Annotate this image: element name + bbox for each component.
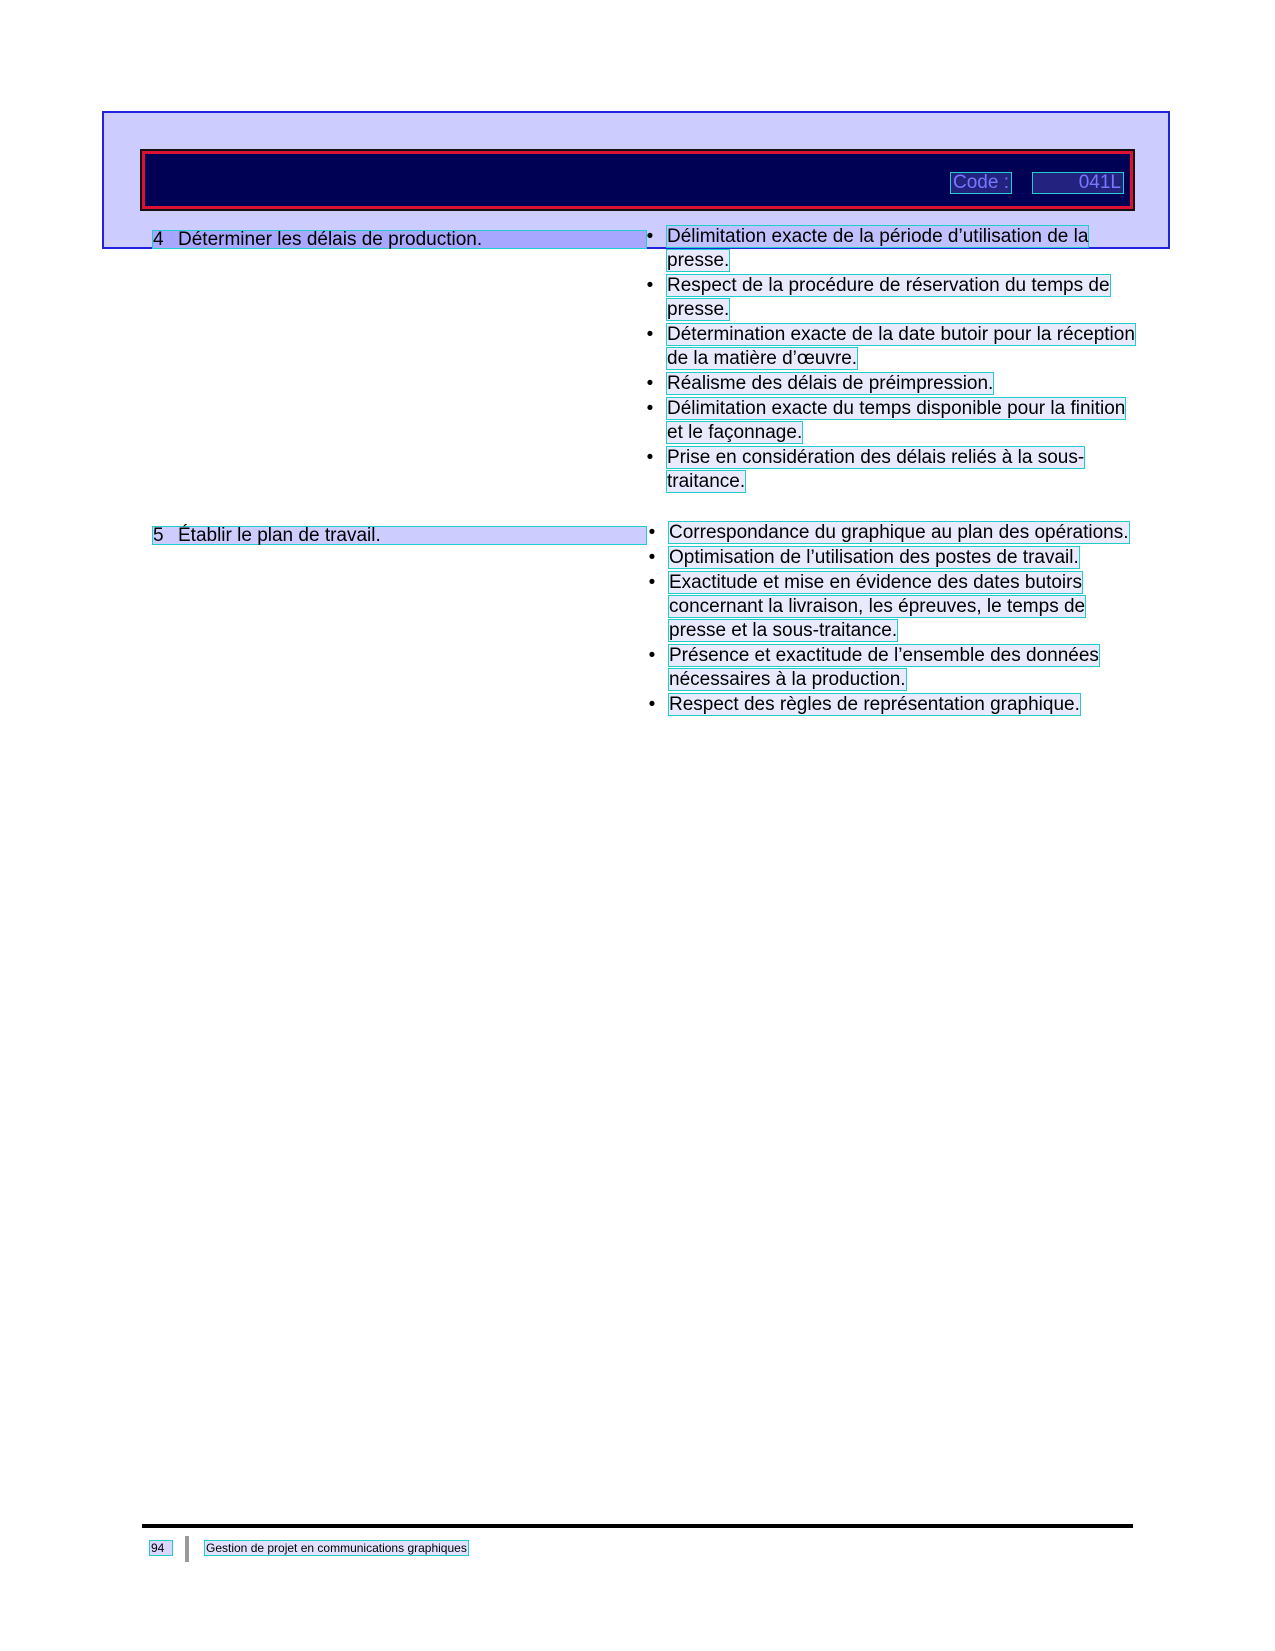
criterion-4-list [645,225,1135,495]
list-item: • Respect de la procédure de réservation du temps de presse. [646,275,1110,320]
bullet-icon: • [646,373,654,394]
footer-doc-title: Gestion de projet en communications graphiques [206,1541,467,1555]
criterion-heading-4 [152,230,647,249]
bullet-icon: • [646,226,654,247]
criterion-number: 5 [153,525,164,546]
page-number: 94 [149,1540,173,1556]
criterion-title: Établir le plan de travail. [178,525,381,546]
list-item: • Prise en considération des délais reliés à la sous-traitance. [646,447,1085,492]
code-label: Code : [950,172,1012,194]
criterion-number: 4 [153,229,164,250]
title-bar [142,151,1133,209]
bullet-icon: • [648,645,656,666]
list-item: • Réalisme des délais de préimpression. [646,373,994,394]
criterion-title: Déterminer les délais de production. [178,229,483,250]
list-item: • Respect des règles de représentation graphique. [648,694,1080,715]
list-item: • Présence et exactitude de l’ensemble des données nécessaires à la production. [648,645,1099,690]
list-item: • Délimitation exacte de la période d’utilisation de la presse. [646,226,1089,271]
criterion-5-list [647,521,1137,718]
list-item: • Délimitation exacte du temps disponible pour la finition et le façonnage. [646,398,1126,443]
bullet-icon: • [646,275,654,296]
list-item: • Correspondance du graphique au plan des opérations. [648,522,1129,543]
footer-rule [142,1524,1133,1528]
criterion-heading-5 [152,526,647,545]
bullet-icon: • [648,694,656,715]
list-item: • Détermination exacte de la date butoir pour la réception de la matière d’œuvre. [646,324,1135,369]
code-value: 041L [1032,172,1124,194]
bullet-icon: • [648,547,656,568]
list-item: • Exactitude et mise en évidence des dates butoirs concernant la livraison, les épreuves, le temps de presse et la sous-traitance. [648,572,1086,641]
footer-separator [185,1536,189,1562]
bullet-icon: • [646,398,654,419]
list-item: • Optimisation de l’utilisation des postes de travail. [648,547,1079,568]
bullet-icon: • [648,572,656,593]
bullet-icon: • [646,447,654,468]
bullet-icon: • [648,522,656,543]
bullet-icon: • [646,324,654,345]
